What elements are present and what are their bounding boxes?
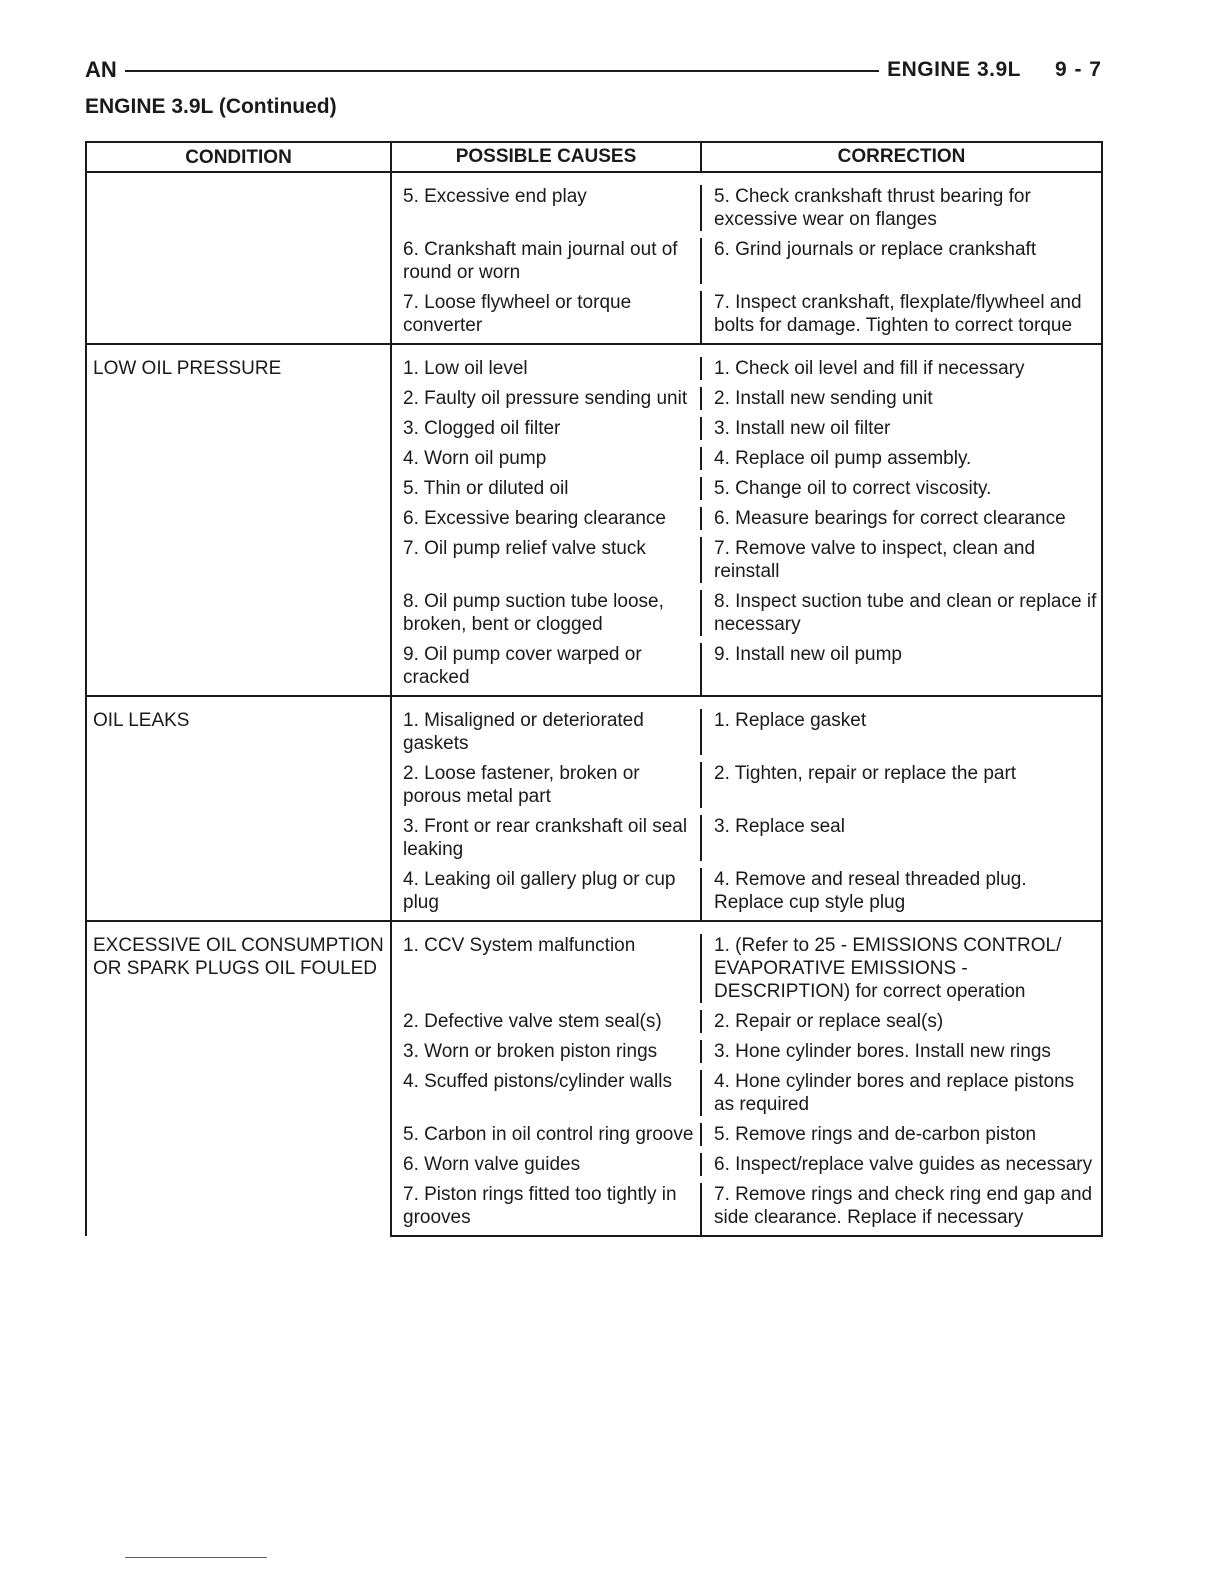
correction: 5. Change oil to correct viscosity. — [714, 478, 992, 499]
table-row — [392, 583, 1101, 636]
possible-cause: 6. Worn valve guides — [392, 1153, 702, 1176]
section-bottom-padding — [392, 1229, 1101, 1235]
condition-cell: LOW OIL PRESSURE — [86, 344, 391, 696]
table-row — [392, 755, 1101, 808]
table-row — [392, 1116, 1101, 1146]
table-row — [392, 231, 1101, 284]
page-title: ENGINE 3.9L (Continued) — [85, 95, 337, 118]
correction: 4. Remove and reseal threaded plug. Replace cup style plug — [714, 869, 1027, 913]
table-row — [392, 1033, 1101, 1063]
possible-cause: 5. Carbon in oil control ring groove — [392, 1123, 702, 1146]
correction: 4. Hone cylinder bores and replace pistons as required — [714, 1071, 1075, 1115]
possible-cause: 8. Oil pump suction tube loose, broken, bent or clogged — [392, 590, 702, 636]
possible-cause: 2. Defective valve stem seal(s) — [392, 1010, 702, 1033]
padding-divider — [392, 1229, 702, 1235]
header-chapter-title: ENGINE 3.9L — [887, 58, 1021, 81]
table-row — [392, 1063, 1101, 1116]
padding-divider — [392, 337, 702, 343]
column-header-correction: CORRECTION — [837, 146, 966, 167]
possible-cause: 7. Piston rings fitted too tightly in grooves — [392, 1183, 702, 1229]
correction: 8. Inspect suction tube and clean or replace if necessary — [714, 591, 1097, 635]
table-section — [86, 172, 1102, 344]
table-row — [392, 440, 1101, 470]
possible-cause: 3. Front or rear crankshaft oil seal leaking — [392, 815, 702, 861]
correction: 6. Inspect/replace valve guides as necessary — [714, 1154, 1093, 1175]
column-header-causes-correction — [391, 142, 1102, 172]
table-row — [392, 697, 1101, 755]
table-section — [86, 344, 1102, 696]
table-row — [392, 345, 1101, 380]
table-row — [392, 530, 1101, 583]
condition-cell — [86, 172, 391, 344]
causes-corrections-cell — [391, 696, 1102, 921]
table-row — [392, 284, 1101, 337]
possible-cause: 2. Faulty oil pressure sending unit — [392, 387, 702, 410]
table-header-row — [86, 142, 1102, 172]
section-bottom-padding — [392, 337, 1101, 343]
section-bottom-padding — [392, 914, 1101, 920]
correction: 9. Install new oil pump — [714, 644, 902, 665]
table-row — [392, 808, 1101, 861]
footer-rule — [125, 1557, 267, 1558]
possible-cause: 2. Loose fastener, broken or porous metal part — [392, 762, 702, 808]
table-row — [392, 500, 1101, 530]
header-section-code: AN — [85, 57, 117, 82]
possible-cause: 6. Crankshaft main journal out of round or worn — [392, 238, 702, 284]
table-row — [392, 1176, 1101, 1229]
possible-cause: 1. CCV System malfunction — [392, 934, 702, 1003]
possible-cause: 4. Scuffed pistons/cylinder walls — [392, 1070, 702, 1116]
correction: 3. Install new oil filter — [714, 418, 891, 439]
possible-cause: 7. Oil pump relief valve stuck — [392, 537, 702, 583]
possible-cause: 6. Excessive bearing clearance — [392, 507, 702, 530]
table-row — [392, 470, 1101, 500]
column-header-causes: POSSIBLE CAUSES — [392, 143, 702, 171]
causes-corrections-cell — [391, 344, 1102, 696]
correction: 2. Tighten, repair or replace the part — [714, 763, 1017, 784]
padding-divider — [392, 914, 702, 920]
table-row — [392, 1003, 1101, 1033]
correction: 6. Measure bearings for correct clearance — [714, 508, 1066, 529]
table-body — [86, 172, 1102, 1236]
correction: 1. Check oil level and fill if necessary — [714, 358, 1025, 379]
header-rule — [125, 70, 879, 72]
possible-cause: 3. Worn or broken piston rings — [392, 1040, 702, 1063]
correction: 2. Install new sending unit — [714, 388, 933, 409]
possible-cause: 5. Excessive end play — [392, 185, 702, 231]
page-number: 9 - 7 — [1054, 58, 1102, 81]
table-row — [392, 861, 1101, 914]
correction: 1. Replace gasket — [714, 710, 867, 731]
possible-cause: 5. Thin or diluted oil — [392, 477, 702, 500]
possible-cause: 4. Worn oil pump — [392, 447, 702, 470]
correction: 4. Replace oil pump assembly. — [714, 448, 972, 469]
correction: 7. Remove valve to inspect, clean and reinstall — [714, 538, 1036, 582]
table-row — [392, 922, 1101, 1003]
possible-cause: 4. Leaking oil gallery plug or cup plug — [392, 868, 702, 914]
correction: 3. Hone cylinder bores. Install new rings — [714, 1041, 1051, 1062]
table-row — [392, 1146, 1101, 1176]
correction: 2. Repair or replace seal(s) — [714, 1011, 944, 1032]
diagnosis-table — [85, 141, 1103, 1237]
table-row — [392, 380, 1101, 410]
correction: 7. Remove rings and check ring end gap and side clearance. Replace if necessary — [714, 1184, 1093, 1228]
table-section — [86, 696, 1102, 921]
section-bottom-padding — [392, 689, 1101, 695]
table-row — [392, 410, 1101, 440]
possible-cause: 3. Clogged oil filter — [392, 417, 702, 440]
correction: 6. Grind journals or replace crankshaft — [714, 239, 1037, 260]
correction: 5. Check crankshaft thrust bearing for excessive wear on flanges — [714, 186, 1031, 230]
correction: 5. Remove rings and de-carbon piston — [714, 1124, 1037, 1145]
column-header-condition: CONDITION — [86, 142, 391, 172]
possible-cause: 9. Oil pump cover warped or cracked — [392, 643, 702, 689]
correction: 3. Replace seal — [714, 816, 845, 837]
page-header — [85, 56, 1102, 84]
table-row — [392, 173, 1101, 231]
condition-cell: EXCESSIVE OIL CONSUMPTION OR SPARK PLUGS OIL FOULED — [86, 921, 391, 1236]
causes-corrections-cell — [391, 172, 1102, 344]
condition-cell: OIL LEAKS — [86, 696, 391, 921]
table-section — [86, 921, 1102, 1236]
causes-corrections-cell — [391, 921, 1102, 1236]
possible-cause: 1. Misaligned or deteriorated gaskets — [392, 709, 702, 755]
correction: 1. (Refer to 25 - EMISSIONS CONTROL/ EVAPORATIVE EMISSIONS - DESCRIPTION) for correct operation — [714, 935, 1062, 1002]
possible-cause: 7. Loose flywheel or torque converter — [392, 291, 702, 337]
padding-divider — [392, 689, 702, 695]
correction: 7. Inspect crankshaft, flexplate/flywheel and bolts for damage. Tighten to correct torque — [714, 292, 1082, 336]
possible-cause: 1. Low oil level — [392, 357, 702, 380]
table-row — [392, 636, 1101, 689]
